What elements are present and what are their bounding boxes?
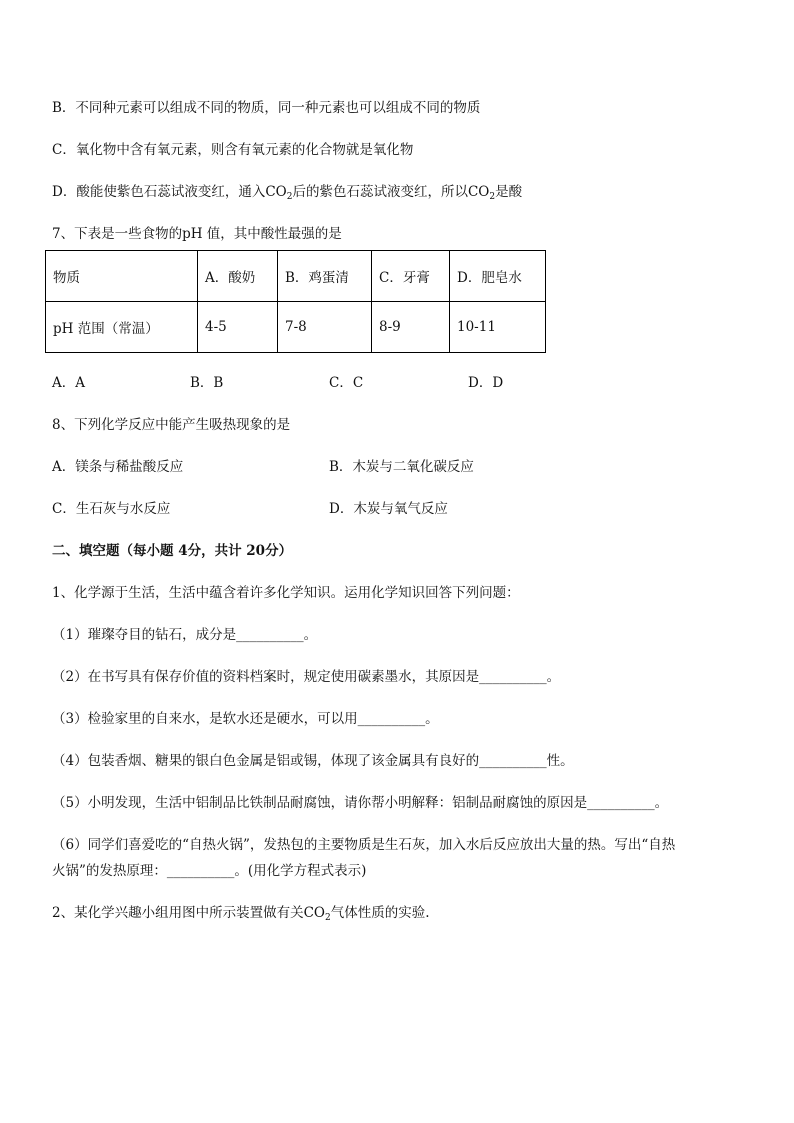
q7-stem: 7、下表是一些食物的pH 值，其中酸性最强的是 [52, 226, 342, 242]
q8-option-a: A．镁条与稀盐酸反应 [52, 459, 184, 475]
fill1-item-1: （1）璀璨夺目的钻石，成分是__________。 [52, 627, 318, 643]
q6-option-d [52, 182, 522, 207]
fill1-item-2: （2）在书写具有保存价值的资料档案时，规定使用碳素墨水，其原因是__________。 [52, 669, 561, 685]
ph-table-cell: A．酸奶 [198, 251, 278, 302]
ph-table-cell: C．牙膏 [372, 251, 450, 302]
q7-option-b: B．B [190, 375, 224, 391]
q8-option-b: B．木炭与二氧化碳反应 [329, 459, 474, 475]
ph-table-cell: 7-8 [278, 302, 372, 353]
q6-option-d-text-1: D．酸能使紫色石蕊试液变红，通入CO [52, 184, 287, 200]
ph-table-cell: 4-5 [198, 302, 278, 353]
fill2-stem-text-1: 2、某化学兴趣小组用图中所示装置做有关CO [52, 905, 325, 921]
fill1-item-5: （5）小明发现，生活中铝制品比铁制品耐腐蚀，请你帮小明解释：铝制品耐腐蚀的原因是__________。 [52, 795, 669, 811]
q7-option-d: D．D [468, 375, 504, 391]
ph-table-header-row [46, 251, 546, 302]
q6-option-d-text-3: 是酸 [495, 184, 523, 200]
fill1-item-6-continued: 火锅”的发热原理：__________。(用化学方程式表示) [52, 863, 367, 879]
q8-option-c: C．生石灰与水反应 [52, 501, 171, 517]
q7-option-a: A．A [52, 375, 85, 391]
ph-table-cell: 10-11 [450, 302, 546, 353]
q7-option-c: C．C [329, 375, 364, 391]
q8-stem: 8、下列化学反应中能产生吸热现象的是 [52, 417, 291, 433]
q6-option-c: C．氧化物中含有氧元素，则含有氧元素的化合物就是氧化物 [52, 142, 414, 158]
fill1-item-4: （4）包装香烟、糖果的银白色金属是铝或锡，体现了该金属具有良好的__________性。 [52, 753, 574, 769]
q6-option-b: B．不同种元素可以组成不同的物质，同一种元素也可以组成不同的物质 [52, 100, 481, 116]
ph-table-cell: 物质 [46, 251, 198, 302]
q6-option-d-subscript-1: 2 [286, 192, 293, 202]
q8-option-d: D．木炭与氧气反应 [329, 501, 448, 517]
ph-table-cell: 8-9 [372, 302, 450, 353]
q6-option-d-text-2: 后的紫色石蕊试液变红，所以CO [292, 184, 490, 200]
ph-table-data-row [46, 302, 546, 353]
fill1-item-3: （3）检验家里的自来水，是软水还是硬水，可以用__________。 [52, 711, 439, 727]
q6-option-d-subscript-2: 2 [489, 192, 496, 202]
fill2-stem-text-2: 气体性质的实验. [330, 905, 430, 921]
ph-table [45, 250, 546, 353]
fill2-stem-subscript: 2 [325, 913, 331, 923]
ph-table-cell: pH 范围（常温） [46, 302, 198, 353]
ph-table-cell: D．肥皂水 [450, 251, 546, 302]
fill2-stem [52, 903, 430, 928]
section-2-title: 二、填空题（每小题 4分，共计 20分） [52, 543, 293, 559]
fill1-item-6: （6）同学们喜爱吃的“自热火锅”，发热包的主要物质是生石灰，加入水后反应放出大量的热。写出“自热 [52, 837, 676, 853]
ph-table-cell: B．鸡蛋清 [278, 251, 372, 302]
fill1-stem: 1、化学源于生活，生活中蕴含着许多化学知识。运用化学知识回答下列问题： [52, 585, 520, 601]
